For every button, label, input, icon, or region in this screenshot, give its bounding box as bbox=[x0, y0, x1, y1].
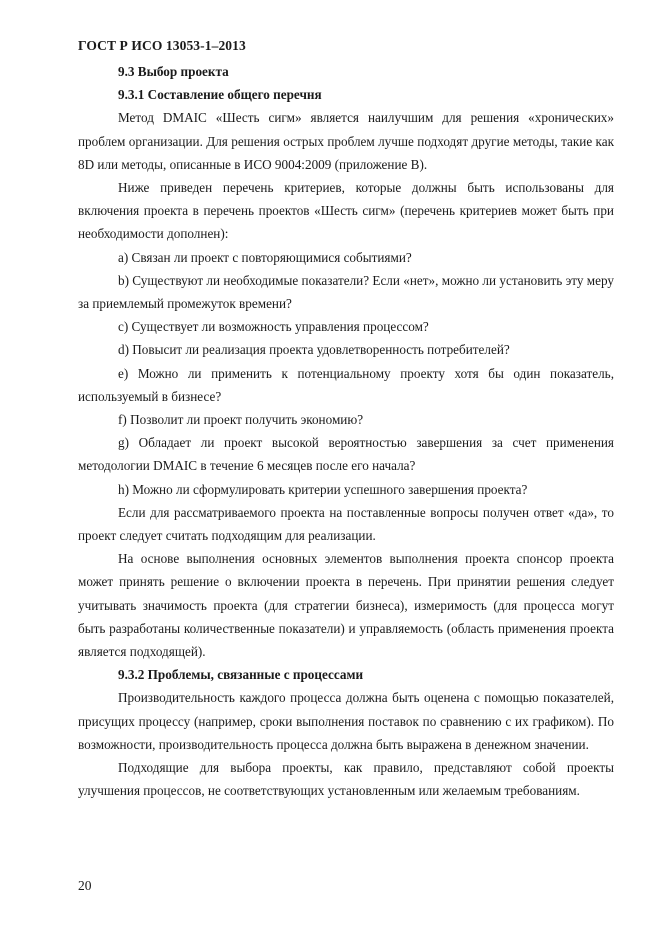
criterion-d: d) Повысит ли реализация проекта удовлетворенность потребителей? bbox=[118, 342, 510, 358]
criterion-f: f) Позволит ли проект получить экономию? bbox=[118, 412, 364, 428]
paragraph-yes-answer: Если для рассматриваемого проекта на поставленные вопросы получен ответ «да», то проект следует считать подходящим для реализации. bbox=[78, 504, 614, 544]
section-title-9-3-1: 9.3.1 Составление общего перечня bbox=[118, 87, 322, 103]
section-title-9-3: 9.3 Выбор проекта bbox=[118, 64, 229, 79]
page-number: 20 bbox=[78, 878, 92, 893]
criterion-g: g) Обладает ли проект высокой вероятностью завершения за счет применения методологии DMAIC в течение 6 месяцев после его начала? bbox=[78, 435, 614, 474]
criterion-c: c) Существует ли возможность управления процессом? bbox=[118, 319, 429, 335]
criterion-e: e) Можно ли применить к потенциальному проекту хотя бы один показатель, используемый в бизнесе? bbox=[78, 365, 614, 404]
paragraph-suitable-projects: Подходящие для выбора проекты, как правило, представляют собой проекты улучшения процессов, не соответствующих установленным или желаемым требованиям. bbox=[78, 760, 614, 799]
criterion-h: h) Можно ли сформулировать критерии успешного завершения проекта? bbox=[118, 481, 528, 497]
paragraph-dmaic-method: Метод DMAIC «Шесть сигм» является наилучшим для решения «хронических» проблем организации. Для решения острых проблем лучше подходят другие методы, такие как 8D или методы, описанные в ИСО 9004:2009 (приложение В). bbox=[78, 110, 614, 172]
paragraph-sponsor-decision: На основе выполнения основных элементов выполнения проекта спонсор проекта может принять решение о включении проекта в перечень. При принятии решения следует учитывать значимость проекта (для стратегии бизнеса), измеримость (для процесса могут быть разработаны количественные показатели) и управляемость (область применения проекта является подходящей). bbox=[78, 551, 614, 660]
document-header: ГОСТ Р ИСО 13053-1–2013 bbox=[78, 38, 246, 53]
paragraph-process-performance: Производительность каждого процесса должна быть оценена с помощью показателей, присущих процессу (например, сроки выполнения поставок по сравнению с их графиком). По возможности, производительность процесса должна быть выражена в денежном значении. bbox=[78, 690, 614, 752]
criterion-a: a) Связан ли проект с повторяющимися событиями? bbox=[118, 249, 412, 265]
section-title-9-3-2: 9.3.2 Проблемы, связанные с процессами bbox=[118, 667, 364, 683]
page-body bbox=[78, 60, 614, 803]
paragraph-criteria-intro: Ниже приведен перечень критериев, которые должны быть использованы для включения проекта в перечень проектов «Шесть сигм» (перечень критериев может быть при необходимости дополнен): bbox=[78, 180, 614, 242]
criterion-b: b) Существуют ли необходимые показатели? Если «нет», можно ли установить эту меру за приемлемый промежуток времени? bbox=[78, 272, 614, 312]
